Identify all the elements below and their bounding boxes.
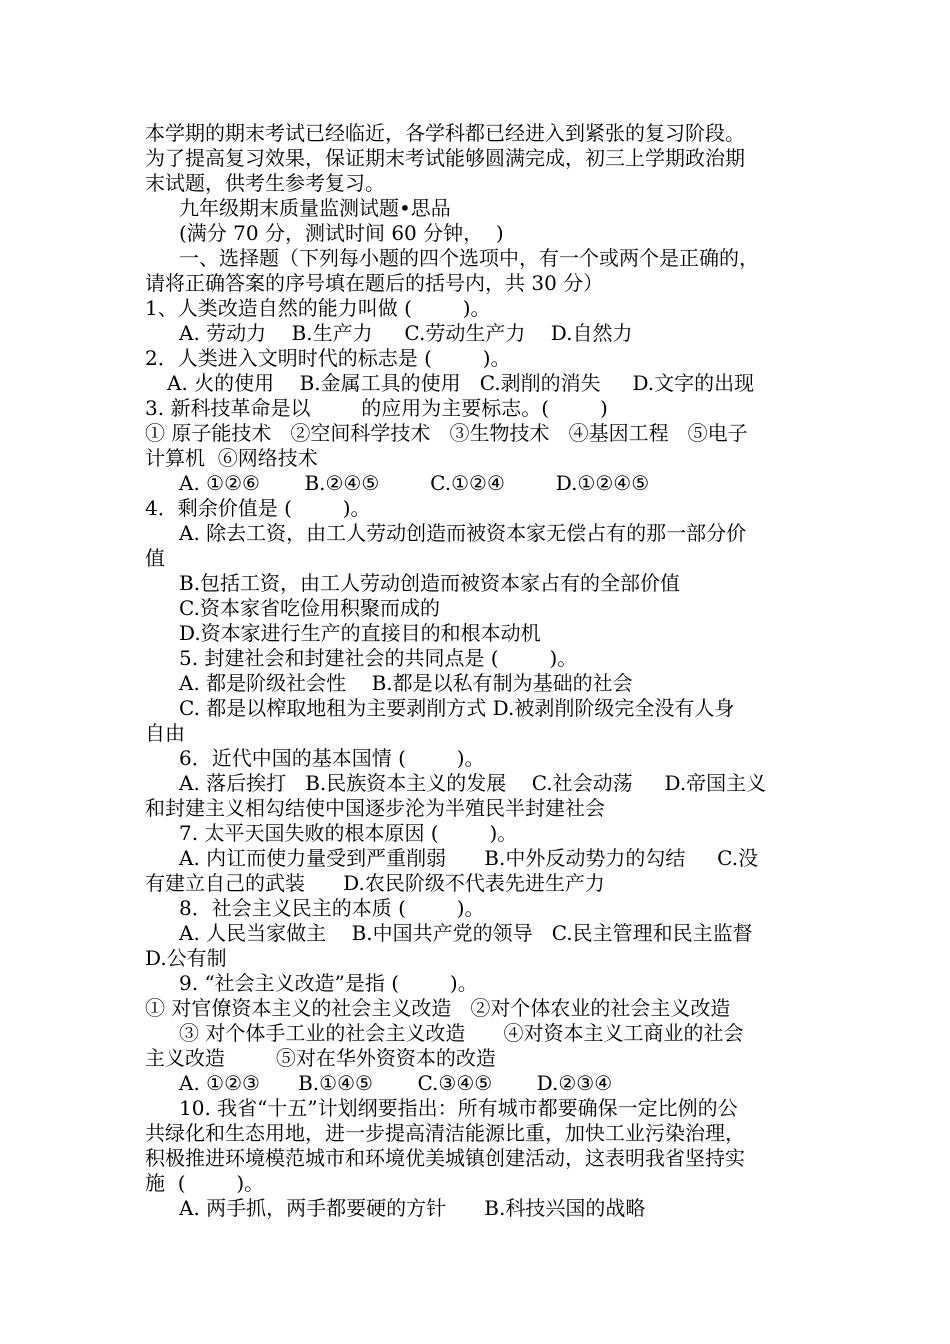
text-line: A. 劳动力 B.生产力 C.劳动生产力 D.自然力: [179, 321, 633, 345]
text-line: 末试题，供考生参考复习。: [145, 171, 385, 195]
text-line: 8．社会主义民主的本质 ( )。: [179, 896, 485, 920]
text-line: 和封建主义相勾结使中国逐步沦为半殖民半封建社会: [145, 796, 605, 820]
text-line: A. 人民当家做主 B.中国共产党的领导 C.民主管理和民主监督: [179, 921, 753, 945]
text-line: 2．人类进入文明时代的标志是 ( )。: [145, 346, 511, 370]
text-line: D.资本家进行生产的直接目的和根本动机: [179, 621, 541, 645]
text-line: A. 除去工资，由工人劳动创造而被资本家无偿占有的那一部分价: [179, 521, 747, 545]
text-line: C. 都是以榨取地租为主要剥削方式 D.被剥削阶级完全没有人身: [179, 696, 735, 720]
text-line: 5. 封建社会和封建社会的共同点是 ( )。: [179, 646, 578, 670]
text-line: ① 对官僚资本主义的社会主义改造 ②对个体农业的社会主义改造: [145, 996, 731, 1020]
text-line: A. ①②③ B.①④⑤ C.③④⑤ D.②③④: [179, 1071, 613, 1095]
text-line: 有建立自己的武装 D.农民阶级不代表先进生产力: [145, 871, 605, 895]
text-line: 1、人类改造自然的能力叫做 ( )。: [145, 296, 491, 320]
text-line: A. ①②⑥ B.②④⑤ C.①②④ D.①②④⑤: [179, 471, 650, 495]
text-line: 共绿化和生态用地，进一步提高清洁能源比重，加快工业污染治理，: [145, 1121, 745, 1145]
text-line: 请将正确答案的序号填在题后的括号内，共 30 分）: [145, 271, 604, 295]
text-line: 7. 太平天国失败的根本原因 ( )。: [179, 821, 518, 845]
text-line: B.包括工资，由工人劳动创造而被资本家占有的全部价值: [179, 571, 681, 595]
text-line: 施 ( )。: [145, 1171, 265, 1195]
text-line: 计算机 ⑥网络技术: [145, 446, 318, 470]
text-line: 积极推进环境模范城市和环境优美城镇创建活动，这表明我省坚持实: [145, 1146, 745, 1170]
text-line: 自由: [145, 721, 185, 745]
text-line: 6．近代中国的基本国情 ( )。: [179, 746, 485, 770]
text-line: D.公有制: [145, 946, 227, 970]
text-line: 九年级期末质量监测试题•思品: [179, 196, 451, 220]
text-line: 值: [145, 546, 165, 570]
text-line: (满分 70 分，测试时间 60 分钟， ): [179, 221, 504, 245]
text-line: 主义改造 ⑤对在华外资资本的改造: [145, 1046, 496, 1070]
text-line: 为了提高复习效果，保证期末考试能够圆满完成，初三上学期政治期: [145, 146, 745, 170]
text-line: 10. 我省“十五”计划纲要指出：所有城市都要确保一定比例的公: [179, 1096, 738, 1120]
text-line: 3. 新科技革命是以 的应用为主要标志。( ): [145, 396, 608, 420]
text-line: 一、选择题（下列每小题的四个选项中，有一个或两个是正确的，: [179, 246, 759, 270]
text-line: A. 火的使用 B.金属工具的使用 C.剥削的消失 D.文字的出现: [167, 371, 755, 395]
text-line: A. 两手抓，两手都要硬的方针 B.科技兴国的战略: [179, 1196, 646, 1220]
text-line: 本学期的期末考试已经临近，各学科都已经进入到紧张的复习阶段。: [145, 121, 745, 145]
text-line: 9. “社会主义改造”是指 ( )。: [179, 971, 478, 995]
text-line: ① 原子能技术 ②空间科学技术 ③生物技术 ④基因工程 ⑤电子: [145, 421, 748, 445]
text-line: A. 落后挨打 B.民族资本主义的发展 C.社会动荡 D.帝国主义: [179, 771, 767, 795]
text-line: C.资本家省吃俭用积聚而成的: [179, 596, 440, 620]
text-line: A. 都是阶级社会性 B.都是以私有制为基础的社会: [179, 671, 633, 695]
text-line: 4．剩余价值是 ( )。: [145, 496, 371, 520]
exam-document: [145, 121, 815, 1221]
text-line: A. 内讧而使力量受到严重削弱 B.中外反动势力的勾结 C.没: [179, 846, 759, 870]
text-line: ③ 对个体手工业的社会主义改造 ④对资本主义工商业的社会: [179, 1021, 744, 1045]
